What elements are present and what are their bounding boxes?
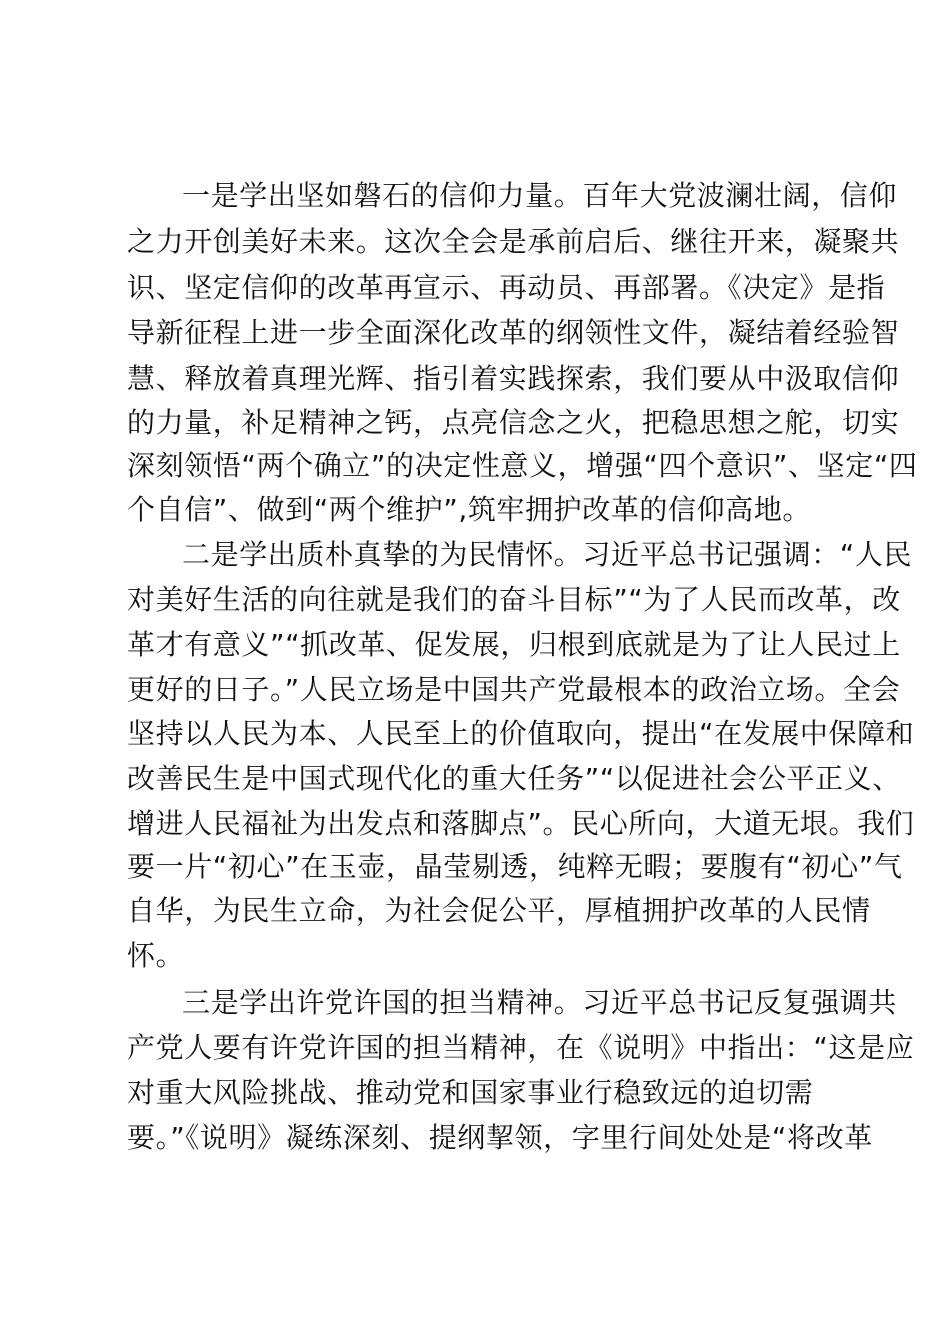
paragraph-1-line-1: 一是学出坚如磐石的信仰力量。百年大党波澜壮阔，信仰 <box>182 179 898 212</box>
paragraph-1-line-3: 识、坚定信仰的改革再宣示、再动员、再部署。《决定》是指 <box>127 271 886 304</box>
paragraph-1-line-2: 之力开创美好未来。这次全会是承前启后、继往开来，凝聚共 <box>127 225 900 258</box>
paragraph-1-line-5: 慧、释放着真理光辉、指引着实践探索，我们要从中汲取信仰 <box>127 362 900 395</box>
paragraph-1-line-6: 的力量，补足精神之钙，点亮信念之火，把稳思想之舵，切实 <box>127 406 900 439</box>
paragraph-1-line-8: 个自信”、做到“两个维护”,筑牢拥护改革的信仰高地。 <box>127 493 812 526</box>
paragraph-3-line-3: 对重大风险挑战、推动党和国家事业行稳致远的迫切需 <box>127 1076 814 1109</box>
paragraph-2-line-4: 更好的日子。”人民立场是中国共产党最根本的政治立场。全会 <box>127 673 901 706</box>
paragraph-2-line-5: 坚持以人民为本、人民至上的价值取向，提出“在发展中保障和 <box>127 717 915 750</box>
paragraph-2-line-10: 怀。 <box>127 939 185 972</box>
paragraph-2-line-3: 革才有意义”“抓改革、促发展，归根到底就是为了让人民过上 <box>127 628 901 661</box>
paragraph-2-line-7: 增进人民福祉为出发点和落脚点”。民心所向，大道无垠。我们 <box>127 807 915 840</box>
paragraph-2-line-6: 改善民生是中国式现代化的重大任务”“以促进社会公平正义、 <box>127 762 901 795</box>
paragraph-3-line-1: 三是学出许党许国的担当精神。习近平总书记反复强调共 <box>182 986 898 1019</box>
paragraph-2-line-1: 二是学出质朴真挚的为民情怀。习近平总书记强调：“人民 <box>182 538 913 571</box>
paragraph-2-line-9: 自华，为民生立命，为社会促公平，厚植拥护改革的人民情 <box>127 894 871 927</box>
paragraph-3-line-2: 产党人要有许党许国的担当精神，在《说明》中指出：“这是应 <box>127 1031 915 1064</box>
paragraph-3-line-4: 要。”《说明》凝练深刻、提纲挈领，字里行间处处是“将改革 <box>127 1121 873 1154</box>
paragraph-1-line-4: 导新征程上进一步全面深化改革的纲领性文件，凝结着经验智 <box>127 316 900 349</box>
paragraph-1-line-7: 深刻领悟“两个确立”的决定性意义，增强“四个意识”、坚定“四 <box>127 449 918 482</box>
paragraph-2-line-8: 要一片“初心”在玉壶，晶莹剔透，纯粹无暇；要腹有“初心”气 <box>127 850 903 883</box>
paragraph-2-line-2: 对美好生活的向往就是我们的奋斗目标”“为了人民而改革，改 <box>127 583 901 616</box>
